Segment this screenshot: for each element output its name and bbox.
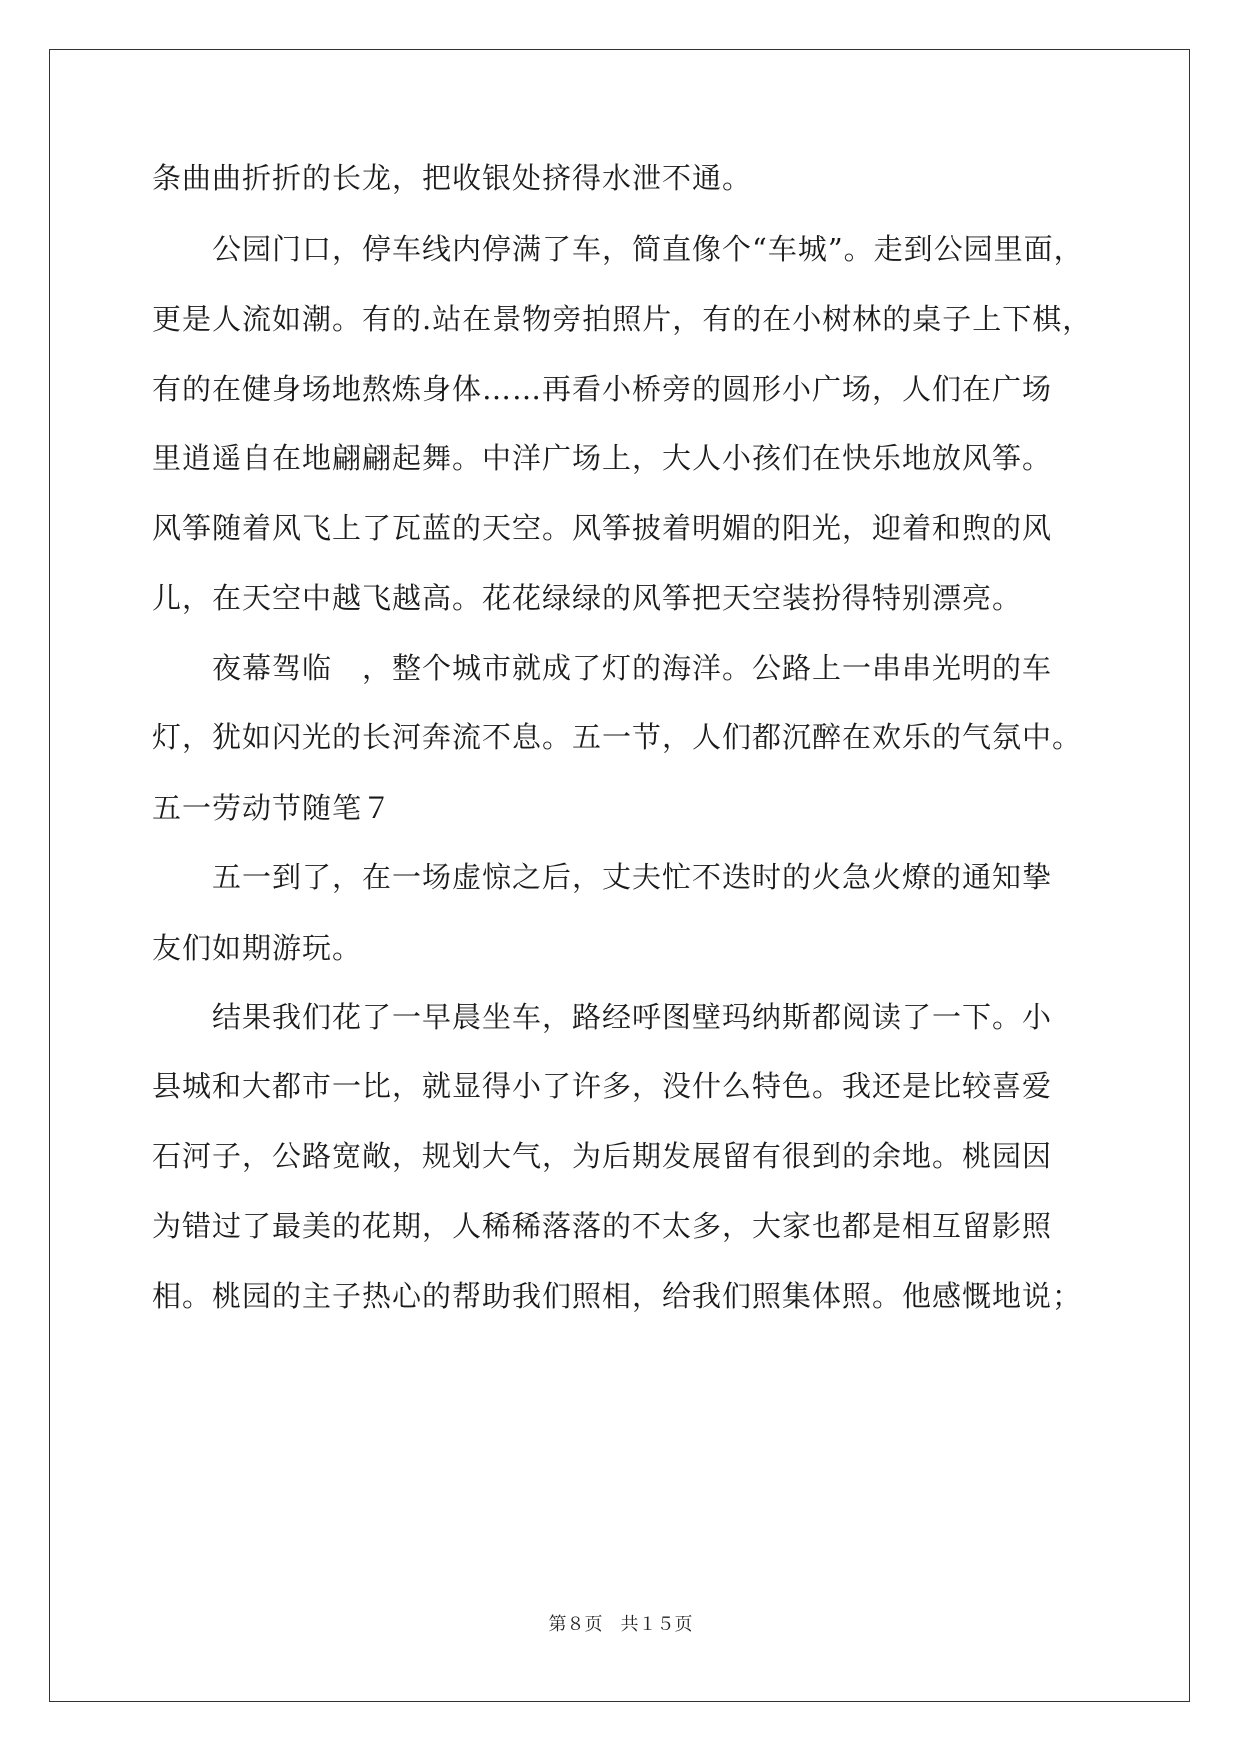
text-line: 公园门口，停车线内停满了车，简直像个“车城”。走到公园里面， bbox=[152, 232, 1084, 266]
text-line: 为错过了最美的花期，人稀稀落落的不太多，大家也都是相互留影照 bbox=[152, 1209, 1053, 1243]
section-heading: 五一劳动节随笔７ bbox=[152, 791, 393, 825]
text-line: 儿，在天空中越飞越高。花花绿绿的风筝把天空装扮得特别漂亮。 bbox=[152, 581, 1023, 615]
text-line: 结果我们花了一早晨坐车，路经呼图壁玛纳斯都阅读了一下。小 bbox=[152, 1000, 1053, 1034]
text-line: 有的在健身场地熬炼身体……再看小桥旁的圆形小广场，人们在广场 bbox=[152, 372, 1053, 406]
text-line: 灯，犹如闪光的长河奔流不息。五一节，人们都沉醉在欢乐的气氛中。 bbox=[152, 720, 1083, 754]
text-line: 里逍遥自在地翩翩起舞。中洋广场上，大人小孩们在快乐地放风筝。 bbox=[152, 441, 1053, 475]
page-number-footer: 第８页 共１５页 bbox=[548, 1614, 693, 1635]
text-line: 五一到了，在一场虚惊之后，丈夫忙不迭时的火急火燎的通知挚 bbox=[152, 860, 1053, 894]
text-line: 条曲曲折折的长龙，把收银处挤得水泄不通。 bbox=[152, 161, 753, 195]
text-line: 相。桃园的主子热心的帮助我们照相，给我们照集体照。他感慨地说； bbox=[152, 1279, 1083, 1313]
text-line: 风筝随着风飞上了瓦蓝的天空。风筝披着明媚的阳光，迎着和煦的风 bbox=[152, 511, 1053, 545]
text-line: 县城和大都市一比，就显得小了许多，没什么特色。我还是比较喜爱 bbox=[152, 1069, 1053, 1103]
text-line: 夜幕驾临 ，整个城市就成了灯的海洋。公路上一串串光明的车 bbox=[152, 651, 1053, 685]
text-line: 友们如期游玩。 bbox=[152, 931, 363, 965]
text-line: 更是人流如潮。有的.站在景物旁拍照片，有的在小树林的桌子上下棋， bbox=[152, 302, 1093, 336]
text-line: 石河子，公路宽敞，规划大气，为后期发展留有很到的余地。桃园因 bbox=[152, 1139, 1053, 1173]
